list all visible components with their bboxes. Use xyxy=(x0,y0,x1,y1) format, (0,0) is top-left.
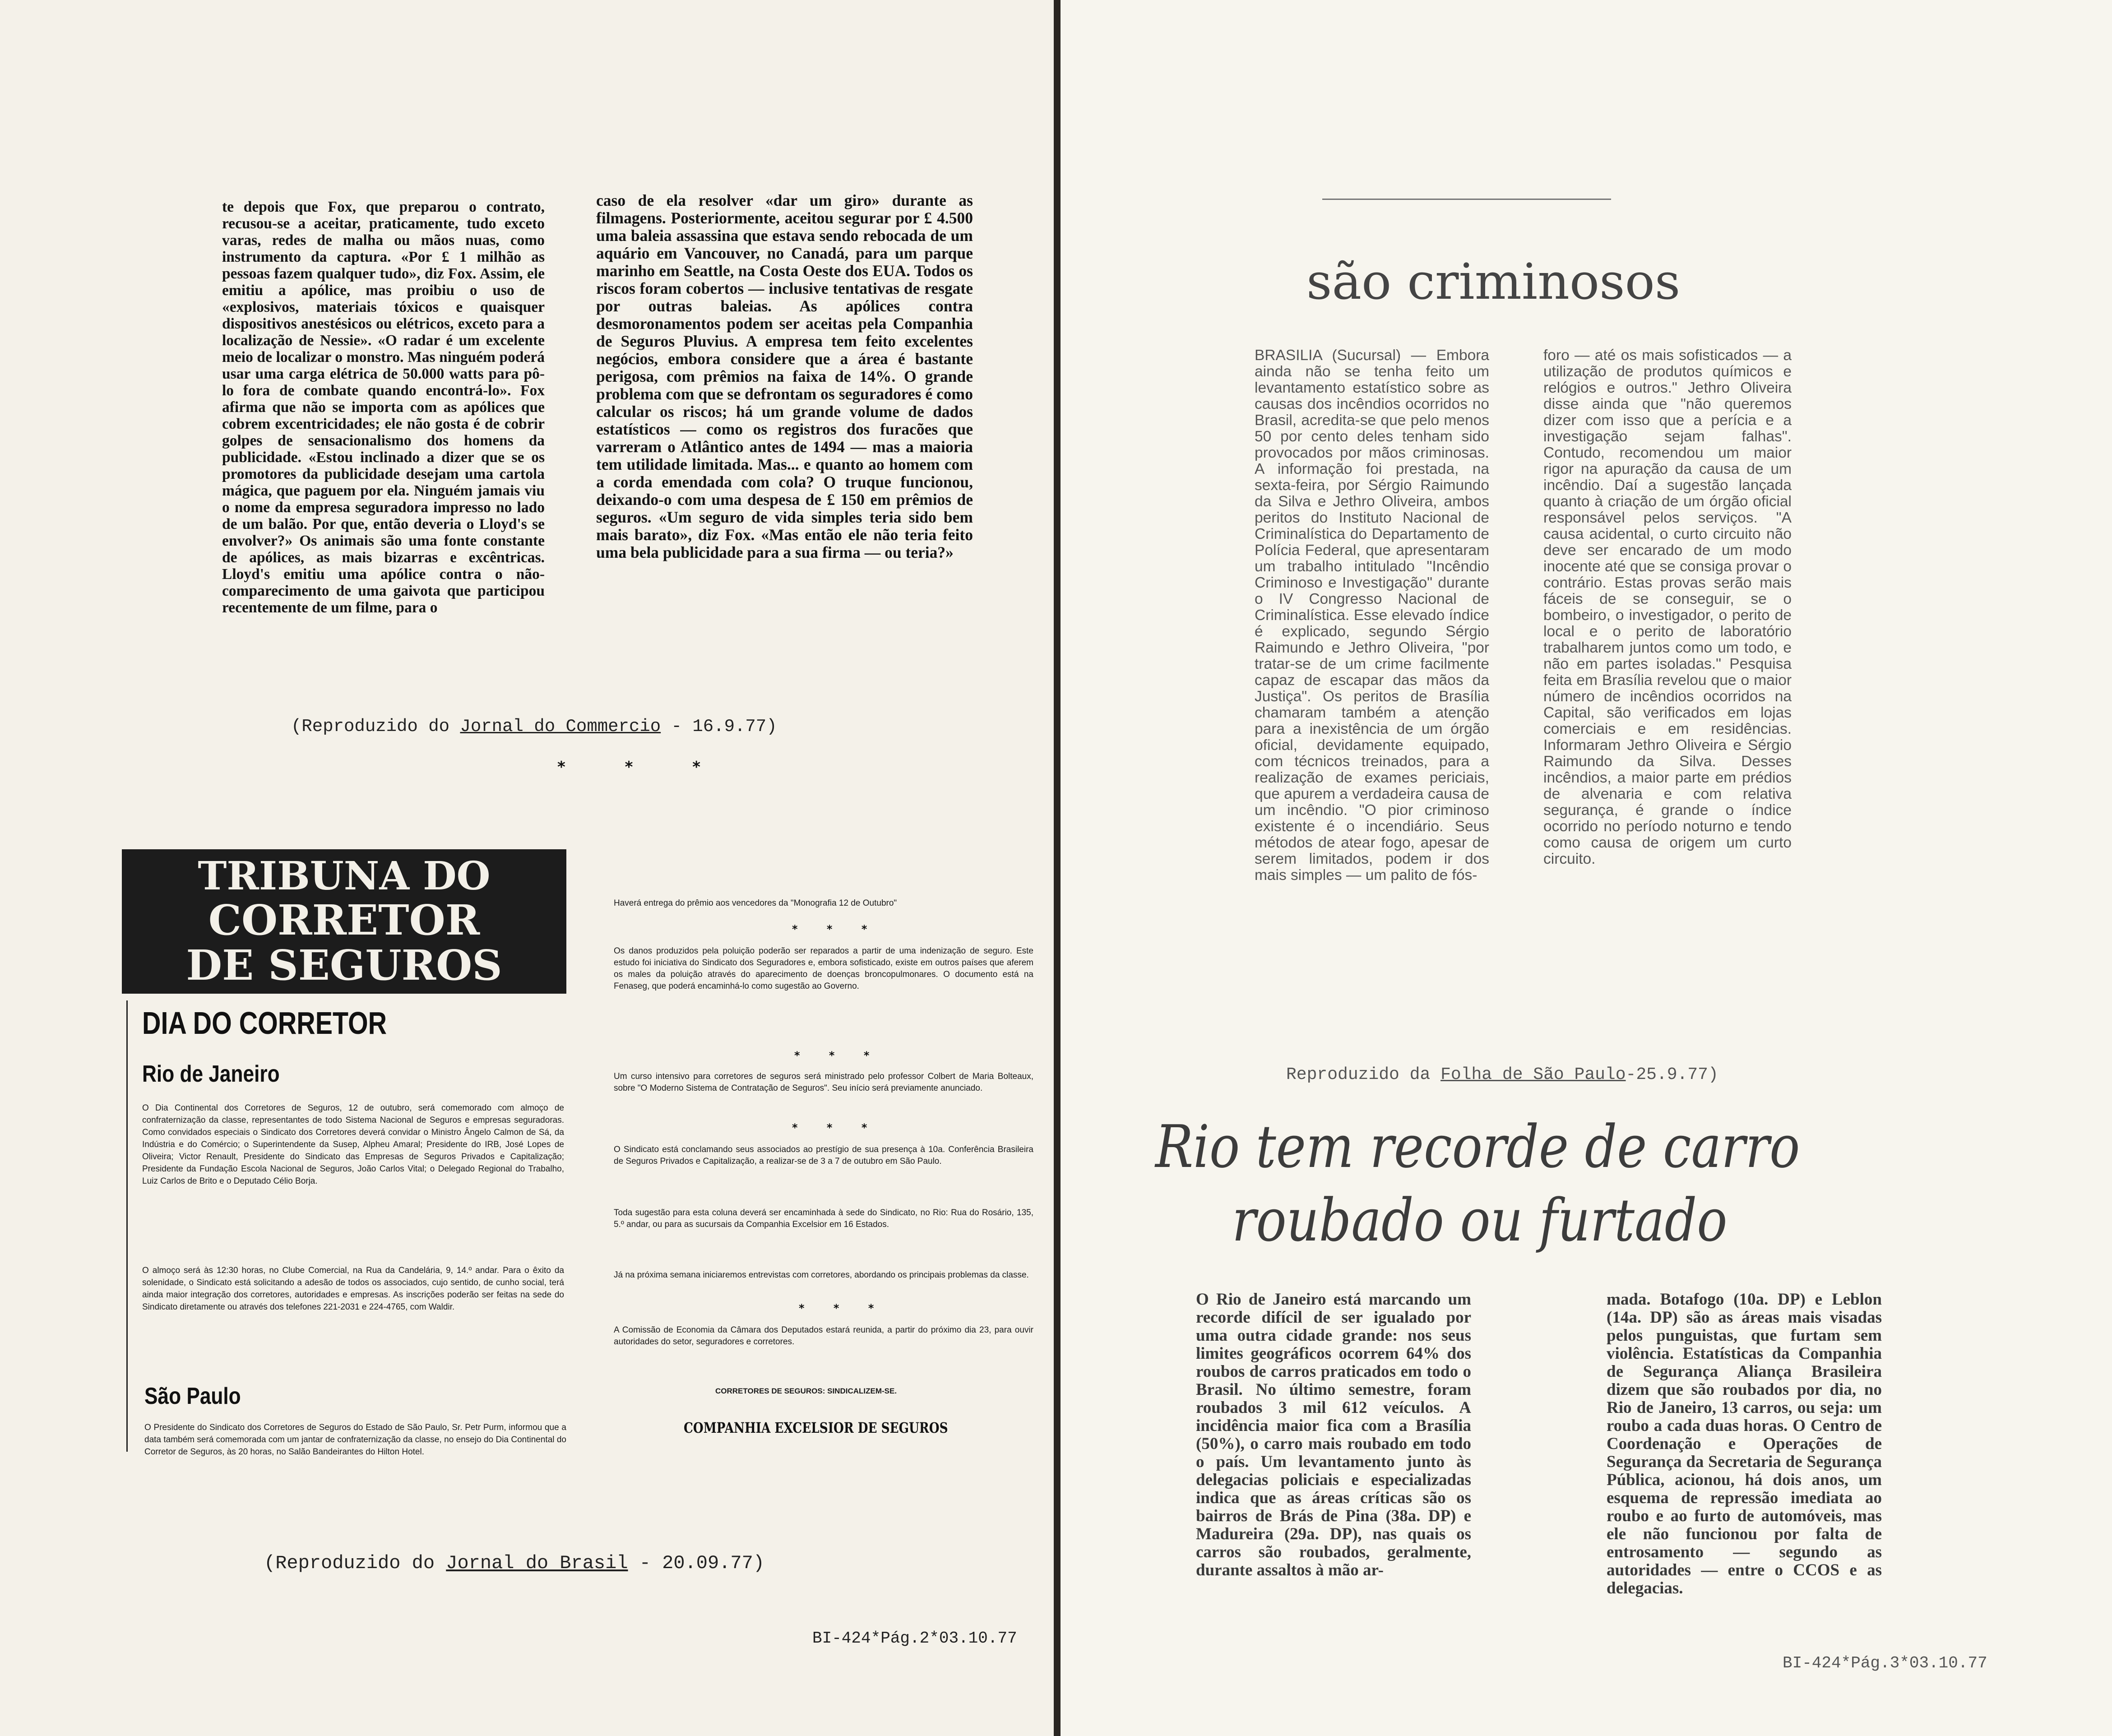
note-stars-4: * * * xyxy=(799,1302,887,1315)
carro-column-2: mada. Botafogo (10a. DP) e Leblon (14a. DP) são as áreas mais visadas pelos punguistas, que furtam sem violência. Estatísticas da Companhia de Segurança Aliança Brasileira dizem que são roubados por dia, no Rio de Janeiro, 13 carros, ou seja: um roubo a cada duas horas. O Centro de Coordenação e Operações de Segurança da Secretaria de Segurança Pública, acionou, há dois anos, um esquema de repressão imediata ao roubo e ao furto de automóveis, mas ele não funcionou por falta de entrosamento — segundo as autoridades — entre o CCOS e as delegacias. xyxy=(1607,1290,1882,1597)
note-2: Os danos produzidos pela poluição poderão ser reparados a partir de uma indenização de seguro. Este estudo foi iniciativa do Sindicato dos Seguradores e, embora sofisticado, existe em outros países que aferem os males da poluição através do aparecimento de doenças broncopulmonares. O documento está na Fenaseg, que poderá encaminhá-lo como sugestão ao Governo. xyxy=(614,946,1033,991)
article-column-1: te depois que Fox, que preparou o contrato, recusou-se a aceitar, praticamente, tudo exceto varas, redes de malha ou mãos nuas, como instrumento da captura. «Por £ 1 milhão as pessoas fazem qualquer tudo», diz Fox. Assim, ele emitiu a apólice, mas proibiu o uso de «explosivos, materiais tóxicos e quaisquer dispositivos anestésicos ou elétricos, exceto para a localização de Nessie». «O radar é um excelente meio de localizar o monstro. Mas ninguém poderá usar uma carga elétrica de 50.000 watts para pô-lo fora de combate quando encontrá-lo». Fox afirma que não se importa com as apólices que cobrem excentricidades; ele não gosta é de cobrir golpes de sensacionalismo dos homens da publicidade. «Estou inclinado a dizer que se os promotores da publicidade desejam uma cartola mágica, que paguem por ela. Ninguém jamais viu o nome da empresa seguradora impresso no lado de um balão. Por que, então deveria o Lloyd's se envolver?» Os animais são uma fonte constante de apólices, as mais bizarras e excêntricas. Lloyd's emitiu uma apólice contra o não-comparecimento de uma gaivota que participou recentemente de um filme, para o xyxy=(222,199,545,616)
city-rio: Rio de Janeiro xyxy=(142,1061,280,1087)
dia-do-corretor-headline: DIA DO CORRETOR xyxy=(142,1005,387,1041)
source-caption-folha: Reproduzido da Folha de São Paulo-25.9.77) xyxy=(1286,1065,1718,1084)
note-4: O Sindicato está conclamando seus associados ao prestígio de sua presença à 10a. Conferência Brasileira de Seguros Privados e Capitalização, a realizar-se de 3 a 7 de outubro em São Paulo. xyxy=(614,1145,1033,1166)
right-page xyxy=(1061,0,2112,1736)
note-1: Haverá entrega do prêmio aos vencedores da "Monografia 12 de Outubro" xyxy=(614,898,897,908)
article-column-2: caso de ela resolver «dar um giro» durante as filmagens. Posteriormente, aceitou segurar por £ 4.500 uma baleia assassina que estava sendo rebocada de um aquário em Vancouver, no Canadá, para um parque marinho em Seattle, na Costa Oeste dos EUA. Todos os riscos foram cobertos — inclusive tentativas de resgate por outras baleias. As apólices contra desmoronamentos podem ser aceitas pela Companhia de Seguros Pluvius. A empresa tem feito excelentes negócios, embora considere que a área é bastante perigosa, com prêmios na faixa de 14%. O grande problema com que se defrontam os seguradores é como calcular os riscos; há um grande volume de dados estatísticos — como os registros dos furacões que varreram o Atlântico antes de 1494 — mas a maioria tem utilidade limitada. Mas... e quanto ao homem com a corda emendada com cola? O truque funcionou, deixando-o com uma despesa de £ 150 em prêmios de seguros. «Um seguro de vida simples teria sido bem mais barato», diz Fox. «Mas então ele não teria feito uma bela publicidade para a sua firma — ou teria?» xyxy=(596,191,973,561)
criminosos-column-2: foro — até os mais sofisticados — a utilização de produtos químicos e relógios e outros." Jethro Oliveira disse ainda que "não queremos dizer com isso que a perícia e a investigação sejam falhas". Contudo, recomendou um maior rigor na apuração da causa de um incêndio. Daí a sugestão lançada quanto à criação de um órgão oficial responsável pelos serviços. "A causa acidental, o curto circuito não deve ser encarado de um modo inocente até que se consiga provar o contrário. Estas provas serão mais fáceis de se conseguir, se o bombeiro, o investigador, o perito de local e o perito de laboratório trabalharem juntos como um todo, e não em partes isoladas." Pesquisa feita em Brasília revelou que o maior número de incêndios ocorridos na Capital, são verificados em lojas comerciais e em residências. Informaram Jethro Oliveira e Sérgio Raimundo da Silva. Desses incêndios, a maior parte em prédios de alvenaria e com relativa segurança, é grande o índice ocorrido no período noturno e tendo como causa de origem um curto circuito. xyxy=(1543,347,1792,867)
notes-footer-1: CORRETORES DE SEGUROS: SINDICALIZEM-SE. xyxy=(715,1387,897,1395)
note-stars-3: * * * xyxy=(792,1121,880,1134)
tribuna-masthead: TRIBUNA DO CORRETOR DE SEGUROS xyxy=(122,849,566,994)
note-6: Já na próxima semana iniciaremos entrevistas com corretores, abordando os principais problemas da classe. xyxy=(614,1270,1029,1280)
notes-footer-2: COMPANHIA EXCELSIOR DE SEGUROS xyxy=(684,1419,948,1436)
note-3: Um curso intensivo para corretores de seguros será ministrado pelo professor Colbert de Maria Bolteaux, sobre "O Moderno Sistema de Contratação de Seguros". Seu início será previamente anunciado. xyxy=(614,1072,1033,1093)
page-number-left: BI-424*Pág.2*03.10.77 xyxy=(812,1629,1017,1648)
left-page xyxy=(0,0,1054,1736)
note-7: A Comissão de Economia da Câmara dos Deputados estará reunida, a partir do próximo dia 23, para ouvir autoridades do setor, seguradores e corretores. xyxy=(614,1325,1033,1347)
criminosos-column-1: BRASILIA (Sucursal) — Embora ainda não se tenha feito um levantamento estatístico sobre as causas dos incêndios ocorridos no Brasil, acredita-se que pelo menos 50 por cento deles tenham sido provocados por mãos criminosas. A informação foi prestada, na sexta-feira, por Sérgio Raimundo da Silva e Jethro Oliveira, ambos peritos do Instituto Nacional de Criminalística do Departamento de Polícia Federal, que apresentaram um trabalho intitulado "Incêndio Criminoso e Investigação" durante o IV Congresso Nacional de Criminalística. Esse elevado índice é explicado, segundo Sérgio Raimundo e Jethro Oliveira, "por tratar-se de um crime facilmente capaz de escapar das mãos da Justiça". Os peritos de Brasília chamaram também a atenção para a inexistência de um órgão oficial, devidamente equipado, com técnicos treinados, para a realização de exames periciais, que apurem a verdadeira causa de um incêndio. "O pior criminoso existente é o incendiário. Seus métodos de atear fogo, apesar de serem limitados, podem ir dos mais simples — um palito de fós- xyxy=(1255,347,1489,884)
tribuna-body-border xyxy=(126,1000,128,1452)
sp-paragraph: O Presidente do Sindicato dos Corretores de Seguros do Estado de São Paulo, Sr. Petr Purm, informou que a data também será comemorada com um jantar de confraternização da classe, no ensejo do Dia Continental do Corretor de Seguros, às 20 horas, no Salão Bandeirantes do Hilton Hotel. xyxy=(144,1423,566,1457)
tribuna-block xyxy=(122,849,578,1522)
note-stars-2: * * * xyxy=(794,1049,882,1062)
rule-top xyxy=(1322,199,1611,200)
separator-stars: * * * xyxy=(557,758,728,776)
criminosos-headline: são criminosos xyxy=(1306,253,1681,310)
notes-column xyxy=(614,891,1033,1460)
note-stars-1: * * * xyxy=(792,923,880,935)
source-caption-jornal-brasil: (Reproduzido do Jornal do Brasil - 20.09.77) xyxy=(264,1552,764,1574)
carro-headline-2: roubado ou furtado xyxy=(1232,1186,1728,1255)
page-number-right: BI-424*Pág.3*03.10.77 xyxy=(1783,1654,1987,1672)
source-caption-commercio: (Reproduzido do Jornal do Commercio - 16.9.77) xyxy=(291,717,777,736)
carro-headline-1: Rio tem recorde de carro xyxy=(1155,1112,1800,1181)
carro-column-1: O Rio de Janeiro está marcando um recorde difícil de ser igualado por uma outra cidade grande: nos seus limites geográficos ocorrem 64% dos roubos de carros praticados em todo o Brasil. No último semestre, foram roubados 3 mil 612 veículos. A incidência maior fica com a Brasília (50%), o carro mais roubado em todo o país. Um levantamento junto às delegacias policiais e especializadas indica que as áreas críticas são os bairros de Brás de Pina (38a. DP) e Madureira (29a. DP), nas quais os carros são roubados, geralmente, durante assaltos à mão ar- xyxy=(1196,1290,1471,1579)
rio-paragraph-1: O Dia Continental dos Corretores de Seguros, 12 de outubro, será comemorado com almoço de confraternização da classe, representantes de todo Sistema Nacional de Seguros e empresas seguradoras. Como convidados especiais o Sindicato dos Corretores deverá convidar o Ministro Ângelo Calmon de Sá, da Indústria e do Comércio; o Superintendente da Susep, Alpheu Amaral; Presidente do IRB, José Lopes de Oliveira; Victor Renault, Presidente do Sindicato das Empresas de Seguros Privados e Capitalização; Presidente da Fundação Escola Nacional de Seguros, João Carlos Vital; o Delegado Regional do Trabalho, Luiz Carlos de Brito e o Deputado Célio Borja. xyxy=(142,1103,564,1186)
rio-paragraph-2: O almoço será às 12:30 horas, no Clube Comercial, na Rua da Candelária, 9, 14.º andar. Para o êxito da solenidade, o Sindicato está solicitando a adesão de todos os associados, cujo sentido, de cunho social, terá ainda maior integração dos corretores, autoridades e empresas. As inscrições poderão ser feitas na sede do Sindicato diretamente ou através dos telefones 221-2031 e 224-4765, com Waldir. xyxy=(142,1266,564,1312)
note-5: Toda sugestão para esta coluna deverá ser encaminhada à sede do Sindicato, no Rio: Rua do Rosário, 135, 5.º andar, ou para as sucursais da Companhia Excelsior em 16 Estados. xyxy=(614,1208,1033,1229)
city-sao-paulo: São Paulo xyxy=(144,1383,241,1409)
